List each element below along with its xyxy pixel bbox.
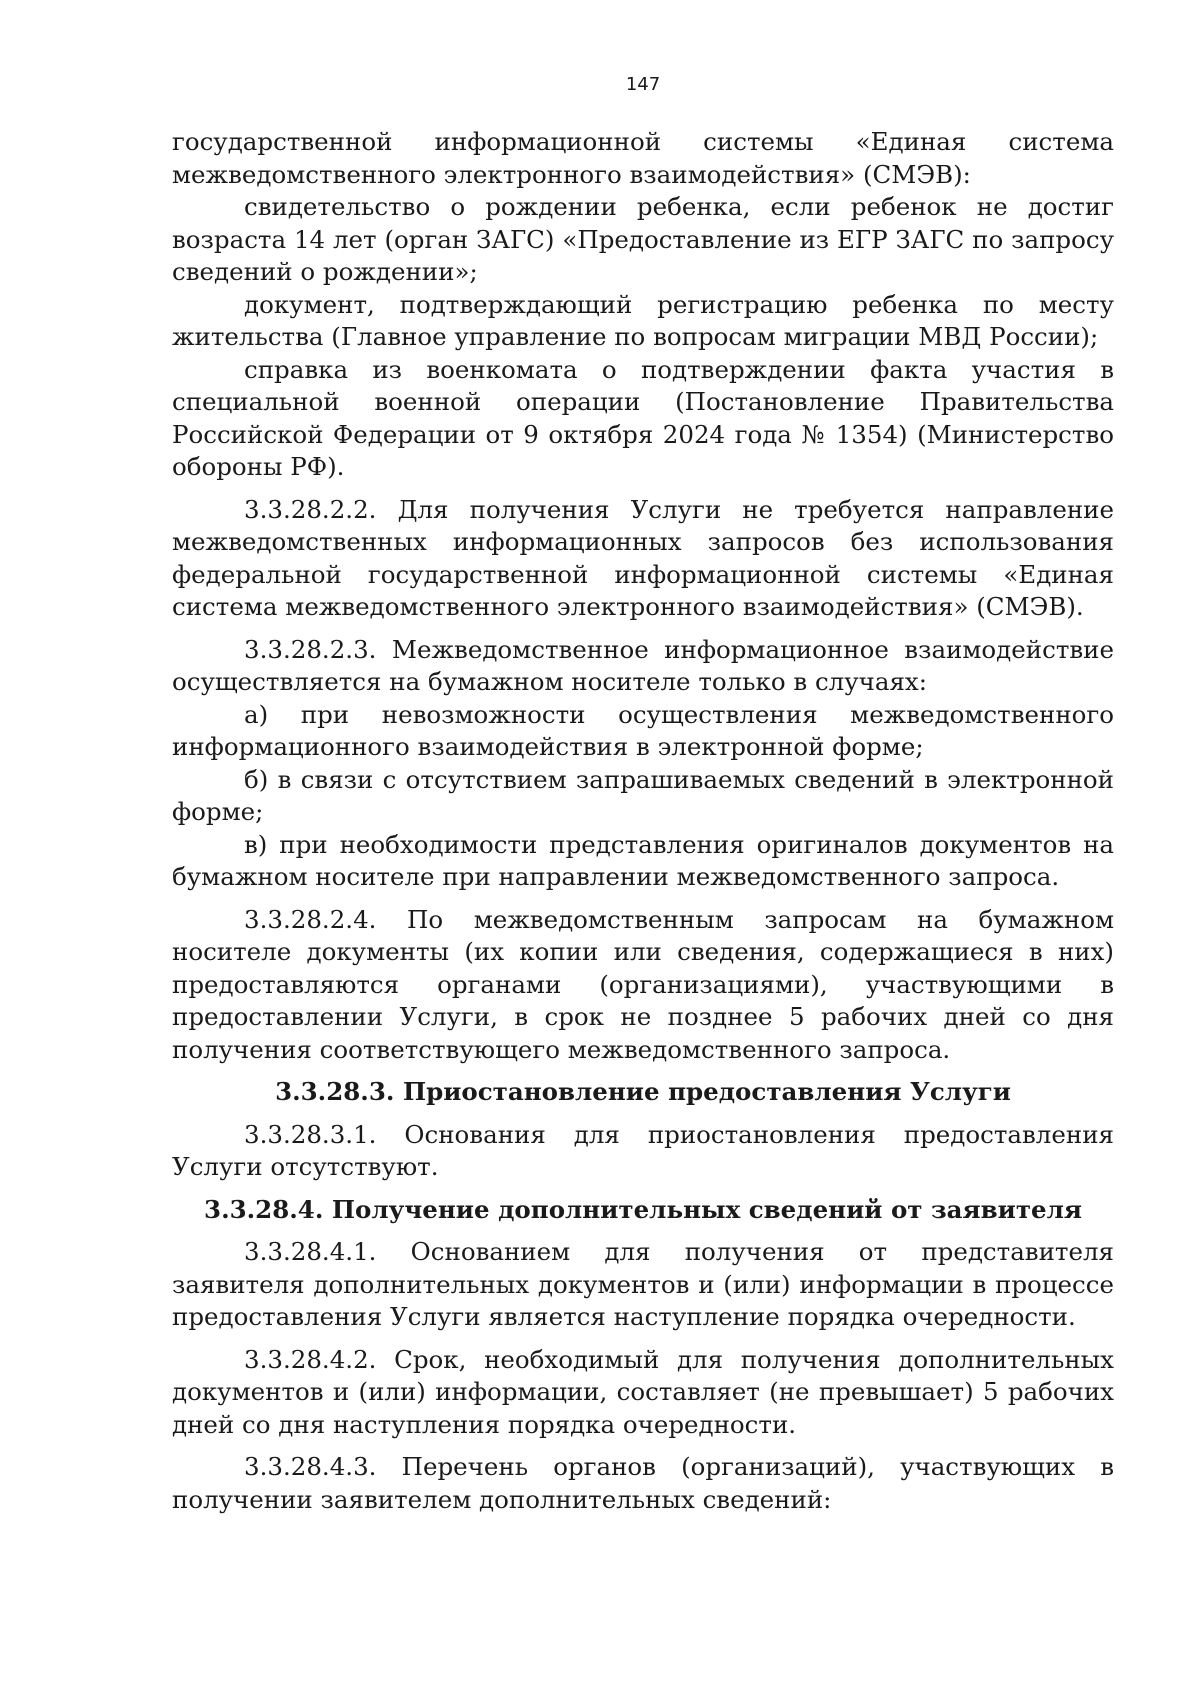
- section-heading-suspension: 3.3.28.3. Приостановление предоставления Услуги: [275, 1077, 1011, 1106]
- paragraph-military-certificate: справка из военкомата о подтверждении факта участия в специальной военной операции (Постановление Правительства Российской Федерации от 9 октября 2024 года № 1354) (Министерство обороны РФ).: [172, 354, 1114, 481]
- page-number: 147: [625, 74, 661, 95]
- list-item-b: б) в связи с отсутствием запрашиваемых сведений в электронной форме;: [172, 764, 1114, 826]
- paragraph-3-3-28-2-4: 3.3.28.2.4. По межведомственным запросам на бумажном носителе документы (их копии или сведения, содержащиеся в них) предоставляются органами (организациями), участвующими в предоставлении Услуги, в срок не позднее 5 рабочих дней со дня получения соответствующего межведомственного запроса.: [172, 904, 1114, 1064]
- paragraph-3-3-28-2-2: 3.3.28.2.2. Для получения Услуги не требуется направление межведомственных информационных запросов без использования федеральной государственной информационной системы «Единая система межведомственного электронного взаимодействия» (СМЭВ).: [172, 494, 1114, 621]
- paragraph-3-3-28-3-1: 3.3.28.3.1. Основания для приостановления предоставления Услуги отсутствуют.: [172, 1119, 1114, 1181]
- list-item-c: в) при необходимости представления оригиналов документов на бумажном носителе при направлении межведомственного запроса.: [172, 829, 1114, 891]
- paragraph-3-3-28-4-1: 3.3.28.4.1. Основанием для получения от представителя заявителя дополнительных документов и (или) информации в процессе предоставления Услуги является наступление порядка очередности.: [172, 1237, 1114, 1331]
- document-body: [172, 126, 1114, 1516]
- paragraph-continuation: государственной информационной системы «Единая система межведомственного электронного взаимодействия» (СМЭВ):: [172, 127, 1114, 189]
- paragraph-residence-registration: документ, подтверждающий регистрацию ребенка по месту жительства (Главное управление по вопросам миграции МВД России);: [172, 289, 1114, 351]
- list-item-a: а) при невозможности осуществления межведомственного информационного взаимодействия в электронной форме;: [172, 699, 1114, 761]
- paragraph-3-3-28-2-3: 3.3.28.2.3. Межведомственное информационное взаимодействие осуществляется на бумажном носителе только в случаях:: [172, 634, 1114, 696]
- paragraph-3-3-28-4-2: 3.3.28.4.2. Срок, необходимый для получения дополнительных документов и (или) информации, составляет (не превышает) 5 рабочих дней со дня наступления порядка очередности.: [172, 1344, 1114, 1439]
- paragraph-3-3-28-4-3: 3.3.28.4.3. Перечень органов (организаций), участвующих в получении заявителем дополнительных сведений:: [172, 1452, 1114, 1514]
- paragraph-birth-certificate: свидетельство о рождении ребенка, если ребенок не достиг возраста 14 лет (орган ЗАГС) «Предоставление из ЕГР ЗАГС по запросу сведений о рождении»;: [172, 192, 1114, 286]
- section-heading-additional-info: 3.3.28.4. Получение дополнительных сведений от заявителя: [204, 1194, 1082, 1224]
